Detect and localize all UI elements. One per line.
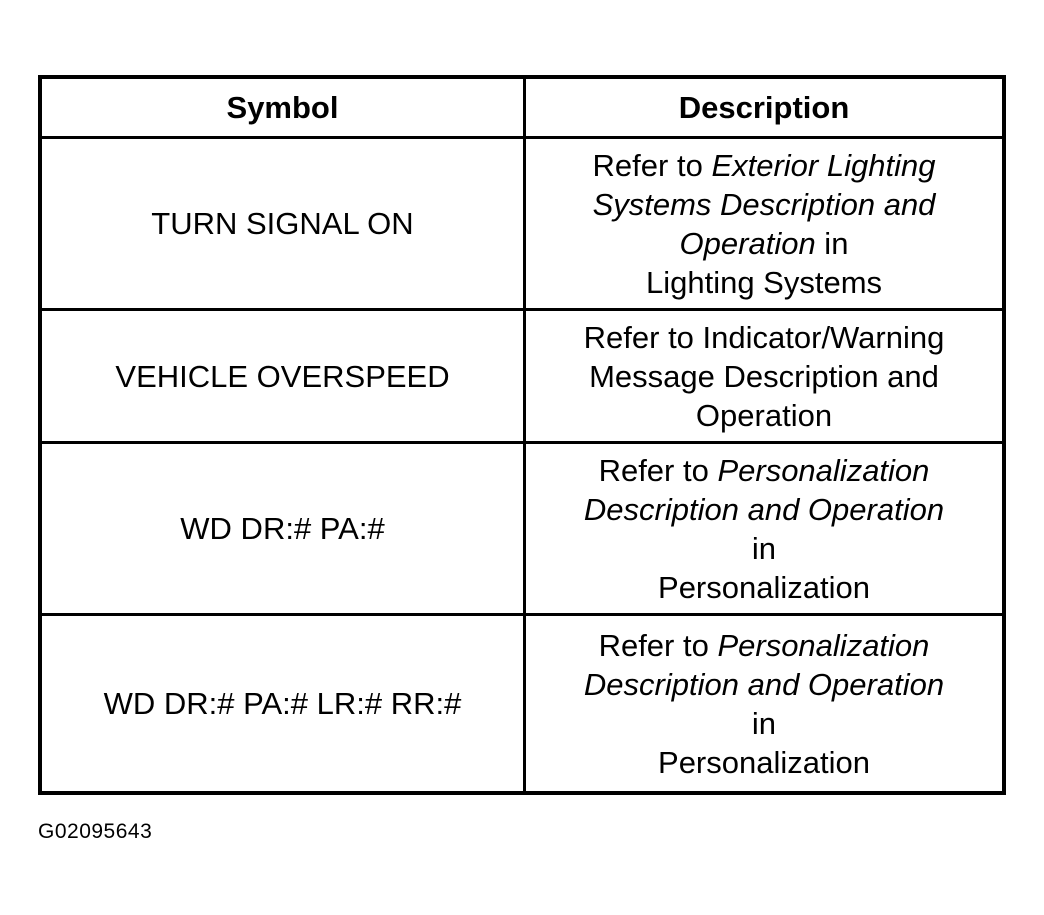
row-2-symbol-cell	[42, 311, 526, 444]
row-1-desc-italic-2: Operation	[679, 225, 816, 261]
row-1-desc-line-3	[680, 224, 849, 263]
row-3-desc-italic: Personalization	[717, 452, 930, 488]
row-1-desc-line-4: Lighting Systems	[645, 264, 883, 300]
row-4-desc-line-4: Personalization	[658, 744, 870, 780]
row-3-desc-line-3: in	[751, 530, 777, 566]
row-3-desc-line-1	[599, 451, 930, 490]
row-4-symbol: WD DR:# PA:# LR:# RR:#	[103, 686, 462, 721]
row-3-description-cell	[526, 444, 1002, 616]
row-1-description-cell	[526, 139, 1002, 311]
row-4-desc-line-3: in	[751, 705, 777, 741]
row-3-symbol-cell	[42, 444, 526, 616]
row-1-symbol-cell	[42, 139, 526, 311]
row-4-desc-text: Refer to	[598, 627, 718, 663]
row-3-desc-line-2: Description and Operation	[583, 491, 945, 527]
row-1-desc-line-1	[593, 146, 936, 185]
row-4-desc-line-1	[599, 626, 930, 665]
row-2-desc-line-2: Message Description and	[589, 358, 939, 394]
row-1-symbol: TURN SIGNAL ON	[151, 206, 414, 241]
header-description	[526, 79, 1002, 139]
row-2-desc-line-1: Refer to Indicator/Warning	[583, 319, 945, 355]
row-4-symbol-cell	[42, 616, 526, 791]
row-2-desc-line-3: Operation	[695, 397, 833, 433]
row-1-desc-italic: Exterior Lighting	[711, 147, 936, 183]
header-symbol	[42, 79, 526, 139]
row-2-description-cell	[526, 311, 1002, 444]
row-2-symbol: VEHICLE OVERSPEED	[115, 358, 450, 394]
row-1-desc-text-2: in	[815, 225, 849, 261]
row-3-desc-text: Refer to	[598, 452, 718, 488]
row-3-desc-line-4: Personalization	[658, 569, 870, 605]
row-4-description-cell	[526, 616, 1002, 791]
symbol-description-table	[38, 75, 1006, 795]
row-1-desc-text: Refer to	[592, 147, 712, 183]
header-symbol-label: Symbol	[226, 90, 339, 125]
row-3-symbol: WD DR:# PA:#	[180, 511, 385, 546]
header-description-label: Description	[678, 90, 850, 125]
row-1-desc-line-2: Systems Description and	[592, 186, 936, 222]
row-4-desc-line-2: Description and Operation	[583, 666, 945, 702]
figure-code: G02095643	[38, 820, 153, 843]
row-4-desc-italic: Personalization	[717, 627, 930, 663]
